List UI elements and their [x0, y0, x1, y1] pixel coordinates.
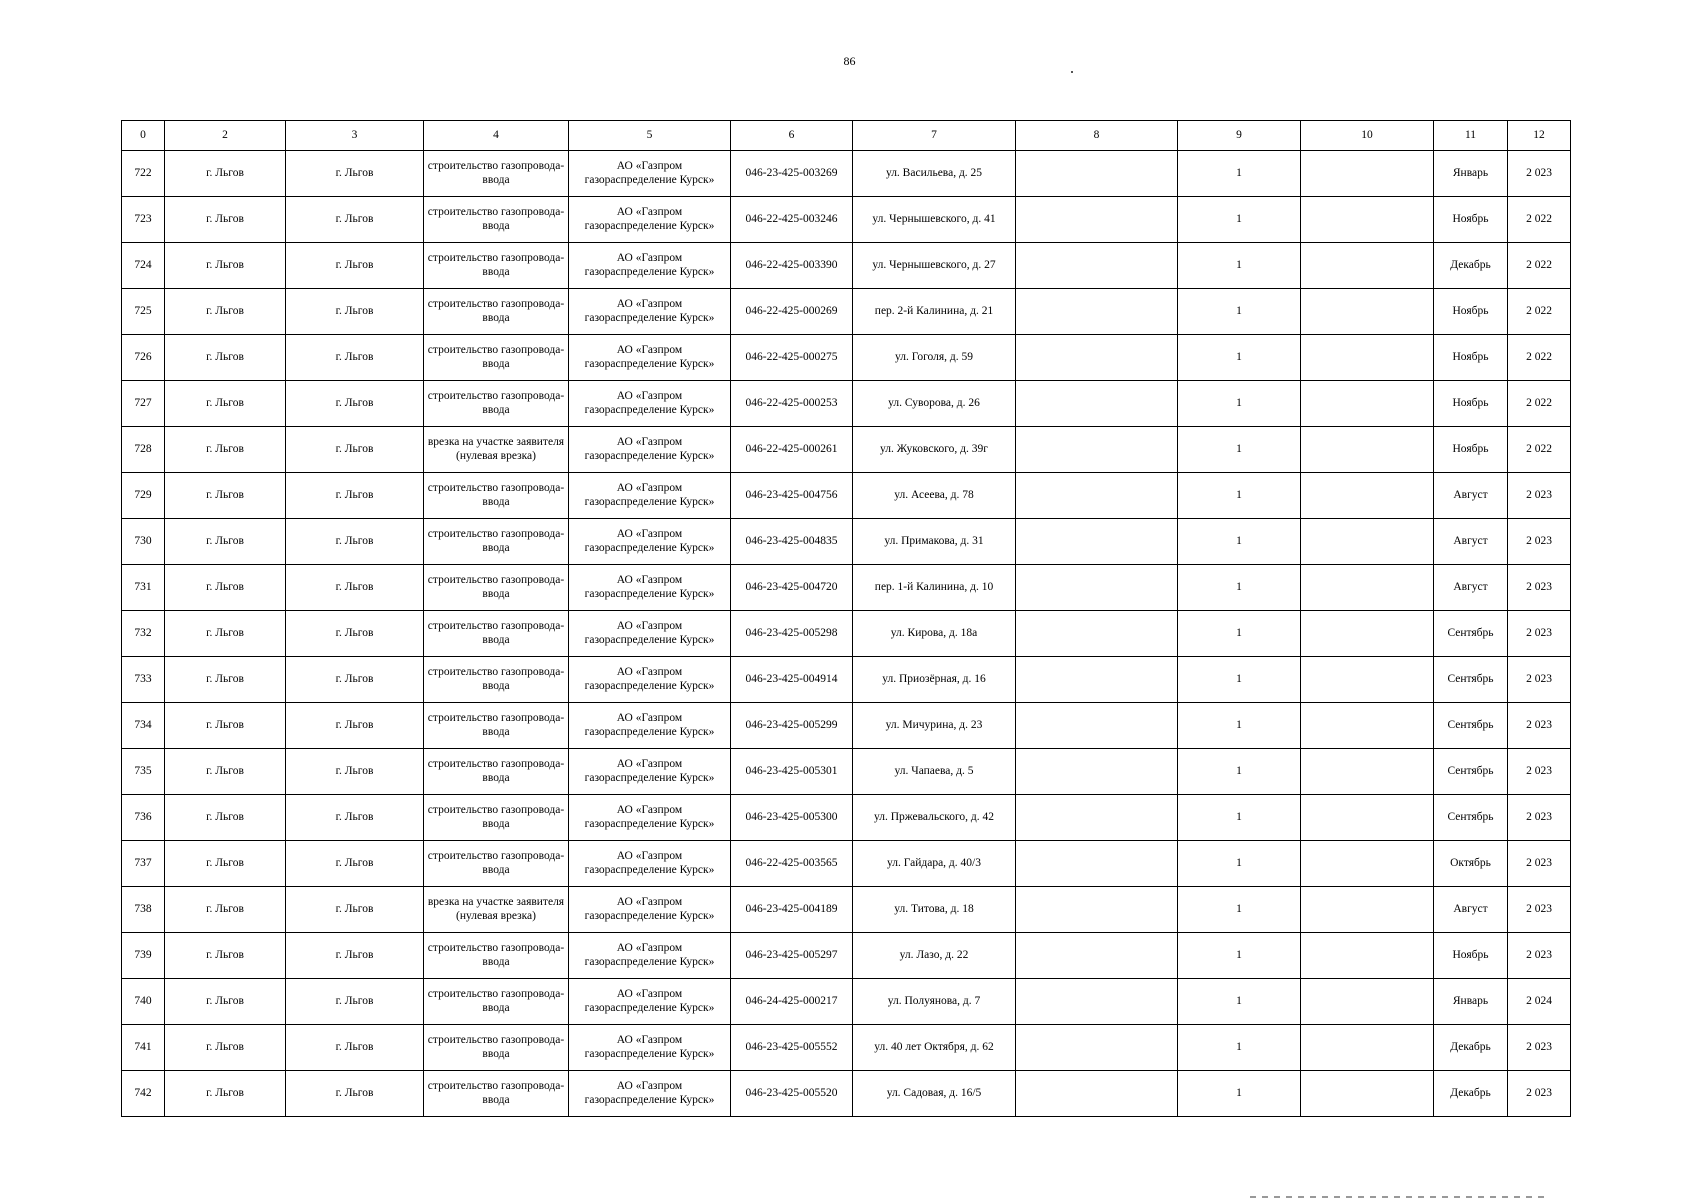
table-cell-col-2: г. Льгов [165, 473, 286, 519]
table-cell-col-10 [1301, 657, 1434, 703]
column-header-3: 3 [286, 121, 424, 151]
table-cell-col-2: г. Льгов [165, 243, 286, 289]
table-cell-col-8 [1016, 979, 1178, 1025]
table-cell-col-2: г. Льгов [165, 611, 286, 657]
table-cell-col-2: г. Льгов [165, 427, 286, 473]
table-cell-col-7: ул. Чернышевского, д. 27 [853, 243, 1016, 289]
table-cell-col-3: г. Льгов [286, 887, 424, 933]
table-header [122, 121, 1571, 151]
table-cell-col-5: АО «Газпром газораспределение Курск» [569, 611, 731, 657]
scan-edge-marks [1250, 1196, 1550, 1198]
table-cell-col-10 [1301, 1071, 1434, 1117]
table-cell-col-3: г. Льгов [286, 289, 424, 335]
table-cell-col-10 [1301, 151, 1434, 197]
table-cell-col-4: строительство газопровода-ввода [424, 933, 569, 979]
table-cell-col-9: 1 [1178, 427, 1301, 473]
table-row [122, 427, 1571, 473]
table-row [122, 749, 1571, 795]
table-cell-col-5: АО «Газпром газораспределение Курск» [569, 473, 731, 519]
table-row [122, 197, 1571, 243]
table-row [122, 335, 1571, 381]
table-cell-col-10 [1301, 473, 1434, 519]
table-cell-col-0: 726 [122, 335, 165, 381]
column-header-12: 12 [1508, 121, 1571, 151]
table-cell-col-3: г. Льгов [286, 979, 424, 1025]
table-cell-col-5: АО «Газпром газораспределение Курск» [569, 565, 731, 611]
table-cell-col-3: г. Льгов [286, 151, 424, 197]
table-cell-col-5: АО «Газпром газораспределение Курск» [569, 289, 731, 335]
table-cell-col-5: АО «Газпром газораспределение Курск» [569, 519, 731, 565]
table-cell-col-3: г. Льгов [286, 749, 424, 795]
table-cell-col-4: строительство газопровода-ввода [424, 519, 569, 565]
table-cell-col-5: АО «Газпром газораспределение Курск» [569, 703, 731, 749]
table-cell-col-7: ул. Суворова, д. 26 [853, 381, 1016, 427]
table-cell-col-6: 046-23-425-005301 [731, 749, 853, 795]
table-cell-col-0: 740 [122, 979, 165, 1025]
table-cell-col-8 [1016, 151, 1178, 197]
table-cell-col-12: 2 023 [1508, 887, 1571, 933]
table-cell-col-3: г. Льгов [286, 335, 424, 381]
table-cell-col-2: г. Льгов [165, 1071, 286, 1117]
table-cell-col-7: ул. Чернышевского, д. 41 [853, 197, 1016, 243]
table-cell-col-11: Сентябрь [1434, 795, 1508, 841]
table-cell-col-7: ул. Гоголя, д. 59 [853, 335, 1016, 381]
table-cell-col-5: АО «Газпром газораспределение Курск» [569, 841, 731, 887]
table-cell-col-3: г. Льгов [286, 197, 424, 243]
table-cell-col-8 [1016, 611, 1178, 657]
table-cell-col-3: г. Льгов [286, 381, 424, 427]
table-cell-col-10 [1301, 1025, 1434, 1071]
table-cell-col-4: строительство газопровода-ввода [424, 151, 569, 197]
table-cell-col-6: 046-22-425-000269 [731, 289, 853, 335]
table-cell-col-4: строительство газопровода-ввода [424, 473, 569, 519]
table-cell-col-10 [1301, 933, 1434, 979]
table-cell-col-5: АО «Газпром газораспределение Курск» [569, 795, 731, 841]
table-cell-col-2: г. Льгов [165, 565, 286, 611]
table-cell-col-7: ул. Приозёрная, д. 16 [853, 657, 1016, 703]
table-cell-col-11: Сентябрь [1434, 749, 1508, 795]
table-cell-col-8 [1016, 703, 1178, 749]
table-cell-col-5: АО «Газпром газораспределение Курск» [569, 381, 731, 427]
column-header-8: 8 [1016, 121, 1178, 151]
table-row [122, 979, 1571, 1025]
table-cell-col-12: 2 023 [1508, 933, 1571, 979]
register-table [121, 120, 1571, 1117]
table-cell-col-8 [1016, 749, 1178, 795]
header-row [122, 121, 1571, 151]
table-cell-col-2: г. Льгов [165, 841, 286, 887]
table-cell-col-9: 1 [1178, 565, 1301, 611]
table-cell-col-0: 724 [122, 243, 165, 289]
table-cell-col-0: 723 [122, 197, 165, 243]
table-cell-col-12: 2 023 [1508, 1025, 1571, 1071]
table-cell-col-11: Декабрь [1434, 1025, 1508, 1071]
table-cell-col-2: г. Льгов [165, 887, 286, 933]
table-cell-col-12: 2 023 [1508, 795, 1571, 841]
table-cell-col-9: 1 [1178, 749, 1301, 795]
table-cell-col-8 [1016, 473, 1178, 519]
table-cell-col-6: 046-22-425-003390 [731, 243, 853, 289]
table-cell-col-7: ул. Пржевальского, д. 42 [853, 795, 1016, 841]
table-cell-col-12: 2 023 [1508, 151, 1571, 197]
table-cell-col-3: г. Льгов [286, 519, 424, 565]
table-cell-col-4: строительство газопровода-ввода [424, 703, 569, 749]
table-cell-col-5: АО «Газпром газораспределение Курск» [569, 1025, 731, 1071]
table-cell-col-3: г. Льгов [286, 611, 424, 657]
table-cell-col-2: г. Льгов [165, 289, 286, 335]
table-cell-col-4: строительство газопровода-ввода [424, 841, 569, 887]
table-cell-col-4: строительство газопровода-ввода [424, 381, 569, 427]
table-cell-col-0: 742 [122, 1071, 165, 1117]
table-cell-col-3: г. Льгов [286, 841, 424, 887]
table-cell-col-2: г. Льгов [165, 1025, 286, 1071]
table-cell-col-3: г. Льгов [286, 473, 424, 519]
table-cell-col-0: 727 [122, 381, 165, 427]
table-cell-col-10 [1301, 795, 1434, 841]
table-cell-col-12: 2 023 [1508, 749, 1571, 795]
table-cell-col-6: 046-23-425-005552 [731, 1025, 853, 1071]
table-cell-col-10 [1301, 703, 1434, 749]
table-cell-col-6: 046-22-425-003246 [731, 197, 853, 243]
table-cell-col-11: Январь [1434, 979, 1508, 1025]
table-cell-col-8 [1016, 1071, 1178, 1117]
table-cell-col-0: 741 [122, 1025, 165, 1071]
table-cell-col-9: 1 [1178, 519, 1301, 565]
table-cell-col-9: 1 [1178, 243, 1301, 289]
table-cell-col-12: 2 022 [1508, 243, 1571, 289]
column-header-0: 0 [122, 121, 165, 151]
table-cell-col-11: Январь [1434, 151, 1508, 197]
table-cell-col-8 [1016, 841, 1178, 887]
table-cell-col-12: 2 022 [1508, 427, 1571, 473]
table-row [122, 381, 1571, 427]
table-cell-col-2: г. Льгов [165, 749, 286, 795]
table-cell-col-7: пер. 1-й Калинина, д. 10 [853, 565, 1016, 611]
table-row [122, 611, 1571, 657]
table-cell-col-9: 1 [1178, 151, 1301, 197]
table-cell-col-7: ул. Асеева, д. 78 [853, 473, 1016, 519]
table-cell-col-7: ул. Титова, д. 18 [853, 887, 1016, 933]
table-cell-col-6: 046-22-425-000253 [731, 381, 853, 427]
table-cell-col-7: ул. Садовая, д. 16/5 [853, 1071, 1016, 1117]
table-cell-col-3: г. Льгов [286, 243, 424, 289]
column-header-11: 11 [1434, 121, 1508, 151]
table-cell-col-6: 046-23-425-003269 [731, 151, 853, 197]
table-cell-col-3: г. Льгов [286, 1071, 424, 1117]
table-cell-col-11: Ноябрь [1434, 933, 1508, 979]
table-cell-col-0: 736 [122, 795, 165, 841]
column-header-5: 5 [569, 121, 731, 151]
table-cell-col-12: 2 023 [1508, 519, 1571, 565]
table-cell-col-3: г. Льгов [286, 795, 424, 841]
table-cell-col-9: 1 [1178, 795, 1301, 841]
table-cell-col-3: г. Льгов [286, 703, 424, 749]
table-cell-col-2: г. Льгов [165, 703, 286, 749]
table-cell-col-4: строительство газопровода-ввода [424, 289, 569, 335]
table-cell-col-8 [1016, 381, 1178, 427]
table-cell-col-8 [1016, 795, 1178, 841]
table-cell-col-4: врезка на участке заявителя (нулевая врезка) [424, 427, 569, 473]
table-cell-col-0: 732 [122, 611, 165, 657]
column-header-2: 2 [165, 121, 286, 151]
table-cell-col-10 [1301, 979, 1434, 1025]
table-row [122, 887, 1571, 933]
table-row [122, 841, 1571, 887]
table-cell-col-10 [1301, 611, 1434, 657]
table-cell-col-7: ул. Полуянова, д. 7 [853, 979, 1016, 1025]
table-cell-col-8 [1016, 289, 1178, 335]
table-cell-col-11: Август [1434, 519, 1508, 565]
table-cell-col-7: ул. Мичурина, д. 23 [853, 703, 1016, 749]
table-cell-col-5: АО «Газпром газораспределение Курск» [569, 1071, 731, 1117]
table-cell-col-9: 1 [1178, 1071, 1301, 1117]
table-cell-col-10 [1301, 335, 1434, 381]
table-cell-col-11: Август [1434, 473, 1508, 519]
table-cell-col-5: АО «Газпром газораспределение Курск» [569, 335, 731, 381]
table-cell-col-10 [1301, 565, 1434, 611]
table-cell-col-12: 2 023 [1508, 657, 1571, 703]
table-cell-col-10 [1301, 749, 1434, 795]
table-cell-col-0: 735 [122, 749, 165, 795]
table-cell-col-3: г. Льгов [286, 427, 424, 473]
table-cell-col-11: Ноябрь [1434, 289, 1508, 335]
table-cell-col-2: г. Льгов [165, 381, 286, 427]
table-cell-col-0: 739 [122, 933, 165, 979]
table-row [122, 1025, 1571, 1071]
table-cell-col-0: 738 [122, 887, 165, 933]
table-cell-col-12: 2 022 [1508, 197, 1571, 243]
table-cell-col-4: врезка на участке заявителя (нулевая врезка) [424, 887, 569, 933]
table-cell-col-0: 734 [122, 703, 165, 749]
table-cell-col-6: 046-22-425-003565 [731, 841, 853, 887]
table-cell-col-11: Август [1434, 887, 1508, 933]
table-cell-col-8 [1016, 1025, 1178, 1071]
table-cell-col-9: 1 [1178, 703, 1301, 749]
table-cell-col-4: строительство газопровода-ввода [424, 565, 569, 611]
table-cell-col-8 [1016, 197, 1178, 243]
table-cell-col-11: Сентябрь [1434, 611, 1508, 657]
table-row [122, 565, 1571, 611]
table-cell-col-12: 2 022 [1508, 381, 1571, 427]
table-cell-col-4: строительство газопровода-ввода [424, 197, 569, 243]
table-cell-col-10 [1301, 887, 1434, 933]
table-cell-col-3: г. Льгов [286, 657, 424, 703]
table-cell-col-2: г. Льгов [165, 979, 286, 1025]
table-cell-col-9: 1 [1178, 979, 1301, 1025]
table-cell-col-5: АО «Газпром газораспределение Курск» [569, 197, 731, 243]
table-row [122, 933, 1571, 979]
table-cell-col-6: 046-23-425-005300 [731, 795, 853, 841]
column-header-7: 7 [853, 121, 1016, 151]
table-cell-col-8 [1016, 657, 1178, 703]
table-cell-col-5: АО «Газпром газораспределение Курск» [569, 933, 731, 979]
table-cell-col-5: АО «Газпром газораспределение Курск» [569, 427, 731, 473]
table-cell-col-7: пер. 2-й Калинина, д. 21 [853, 289, 1016, 335]
table-cell-col-4: строительство газопровода-ввода [424, 749, 569, 795]
table-cell-col-9: 1 [1178, 1025, 1301, 1071]
table-cell-col-8 [1016, 335, 1178, 381]
table-cell-col-2: г. Льгов [165, 519, 286, 565]
table-row [122, 243, 1571, 289]
table-cell-col-6: 046-23-425-004189 [731, 887, 853, 933]
table-cell-col-6: 046-24-425-000217 [731, 979, 853, 1025]
table-cell-col-9: 1 [1178, 887, 1301, 933]
table-cell-col-8 [1016, 933, 1178, 979]
table-cell-col-2: г. Льгов [165, 151, 286, 197]
table-row [122, 1071, 1571, 1117]
table-cell-col-11: Ноябрь [1434, 335, 1508, 381]
table-cell-col-4: строительство газопровода-ввода [424, 335, 569, 381]
table-cell-col-6: 046-23-425-005299 [731, 703, 853, 749]
table-cell-col-11: Ноябрь [1434, 427, 1508, 473]
table-cell-col-9: 1 [1178, 289, 1301, 335]
table-cell-col-7: ул. 40 лет Октября, д. 62 [853, 1025, 1016, 1071]
table-cell-col-8 [1016, 519, 1178, 565]
table-cell-col-0: 737 [122, 841, 165, 887]
page-number: 86 [843, 54, 856, 68]
column-header-4: 4 [424, 121, 569, 151]
table-cell-col-6: 046-23-425-005297 [731, 933, 853, 979]
table-cell-col-6: 046-23-425-004914 [731, 657, 853, 703]
table-cell-col-4: строительство газопровода-ввода [424, 795, 569, 841]
table-cell-col-4: строительство газопровода-ввода [424, 657, 569, 703]
table-cell-col-6: 046-23-425-005520 [731, 1071, 853, 1117]
table-cell-col-10 [1301, 289, 1434, 335]
table-cell-col-9: 1 [1178, 197, 1301, 243]
table-cell-col-10 [1301, 381, 1434, 427]
table-cell-col-12: 2 023 [1508, 1071, 1571, 1117]
table-row [122, 473, 1571, 519]
table-cell-col-4: строительство газопровода-ввода [424, 979, 569, 1025]
table-cell-col-2: г. Льгов [165, 795, 286, 841]
table-cell-col-11: Декабрь [1434, 1071, 1508, 1117]
table-cell-col-10 [1301, 427, 1434, 473]
table-cell-col-6: 046-23-425-004756 [731, 473, 853, 519]
table-cell-col-11: Декабрь [1434, 243, 1508, 289]
table-row [122, 151, 1571, 197]
table-cell-col-9: 1 [1178, 473, 1301, 519]
table-cell-col-0: 728 [122, 427, 165, 473]
table-cell-col-8 [1016, 565, 1178, 611]
table-row [122, 703, 1571, 749]
table-cell-col-12: 2 023 [1508, 611, 1571, 657]
table-cell-col-12: 2 022 [1508, 289, 1571, 335]
table-cell-col-6: 046-22-425-000275 [731, 335, 853, 381]
table-cell-col-10 [1301, 841, 1434, 887]
table-cell-col-2: г. Льгов [165, 335, 286, 381]
table-cell-col-5: АО «Газпром газораспределение Курск» [569, 243, 731, 289]
table-cell-col-0: 722 [122, 151, 165, 197]
table-cell-col-5: АО «Газпром газораспределение Курск» [569, 151, 731, 197]
table-cell-col-7: ул. Кирова, д. 18а [853, 611, 1016, 657]
table-cell-col-3: г. Льгов [286, 933, 424, 979]
table-cell-col-6: 046-23-425-005298 [731, 611, 853, 657]
table-cell-col-9: 1 [1178, 611, 1301, 657]
table-cell-col-7: ул. Примакова, д. 31 [853, 519, 1016, 565]
table-cell-col-4: строительство газопровода-ввода [424, 1071, 569, 1117]
table-cell-col-4: строительство газопровода-ввода [424, 1025, 569, 1071]
table-cell-col-11: Октябрь [1434, 841, 1508, 887]
table-cell-col-12: 2 022 [1508, 335, 1571, 381]
table-cell-col-5: АО «Газпром газораспределение Курск» [569, 979, 731, 1025]
table-cell-col-11: Ноябрь [1434, 197, 1508, 243]
table-cell-col-0: 730 [122, 519, 165, 565]
column-header-6: 6 [731, 121, 853, 151]
table-cell-col-2: г. Льгов [165, 657, 286, 703]
table-cell-col-11: Ноябрь [1434, 381, 1508, 427]
table-cell-col-2: г. Льгов [165, 197, 286, 243]
table-cell-col-5: АО «Газпром газораспределение Курск» [569, 657, 731, 703]
table-cell-col-12: 2 023 [1508, 473, 1571, 519]
table-cell-col-7: ул. Гайдара, д. 40/3 [853, 841, 1016, 887]
table-cell-col-9: 1 [1178, 841, 1301, 887]
table-cell-col-8 [1016, 427, 1178, 473]
table-body [122, 151, 1571, 1117]
scan-speck [1071, 71, 1073, 73]
table-cell-col-5: АО «Газпром газораспределение Курск» [569, 887, 731, 933]
table-cell-col-6: 046-22-425-000261 [731, 427, 853, 473]
table-row [122, 519, 1571, 565]
table-cell-col-0: 729 [122, 473, 165, 519]
table-cell-col-0: 725 [122, 289, 165, 335]
table-cell-col-11: Август [1434, 565, 1508, 611]
table-cell-col-9: 1 [1178, 381, 1301, 427]
column-header-10: 10 [1301, 121, 1434, 151]
table-cell-col-2: г. Льгов [165, 933, 286, 979]
table-cell-col-4: строительство газопровода-ввода [424, 611, 569, 657]
table-cell-col-6: 046-23-425-004835 [731, 519, 853, 565]
table-cell-col-7: ул. Чапаева, д. 5 [853, 749, 1016, 795]
table-cell-col-5: АО «Газпром газораспределение Курск» [569, 749, 731, 795]
table-cell-col-10 [1301, 519, 1434, 565]
table-cell-col-0: 731 [122, 565, 165, 611]
table-cell-col-12: 2 024 [1508, 979, 1571, 1025]
table-cell-col-10 [1301, 243, 1434, 289]
table-cell-col-3: г. Льгов [286, 565, 424, 611]
table-cell-col-7: ул. Жуковского, д. 39г [853, 427, 1016, 473]
table-cell-col-9: 1 [1178, 657, 1301, 703]
table-row [122, 795, 1571, 841]
column-header-9: 9 [1178, 121, 1301, 151]
table-cell-col-12: 2 023 [1508, 703, 1571, 749]
table-cell-col-0: 733 [122, 657, 165, 703]
table-cell-col-8 [1016, 243, 1178, 289]
table-cell-col-3: г. Льгов [286, 1025, 424, 1071]
table-cell-col-10 [1301, 197, 1434, 243]
table-row [122, 657, 1571, 703]
table-cell-col-11: Сентябрь [1434, 657, 1508, 703]
table-cell-col-11: Сентябрь [1434, 703, 1508, 749]
table-cell-col-4: строительство газопровода-ввода [424, 243, 569, 289]
table-cell-col-7: ул. Васильева, д. 25 [853, 151, 1016, 197]
table-cell-col-9: 1 [1178, 335, 1301, 381]
table-cell-col-6: 046-23-425-004720 [731, 565, 853, 611]
table-cell-col-7: ул. Лазо, д. 22 [853, 933, 1016, 979]
table-cell-col-8 [1016, 887, 1178, 933]
table-cell-col-12: 2 023 [1508, 565, 1571, 611]
table-cell-col-12: 2 023 [1508, 841, 1571, 887]
table-row [122, 289, 1571, 335]
table-cell-col-9: 1 [1178, 933, 1301, 979]
